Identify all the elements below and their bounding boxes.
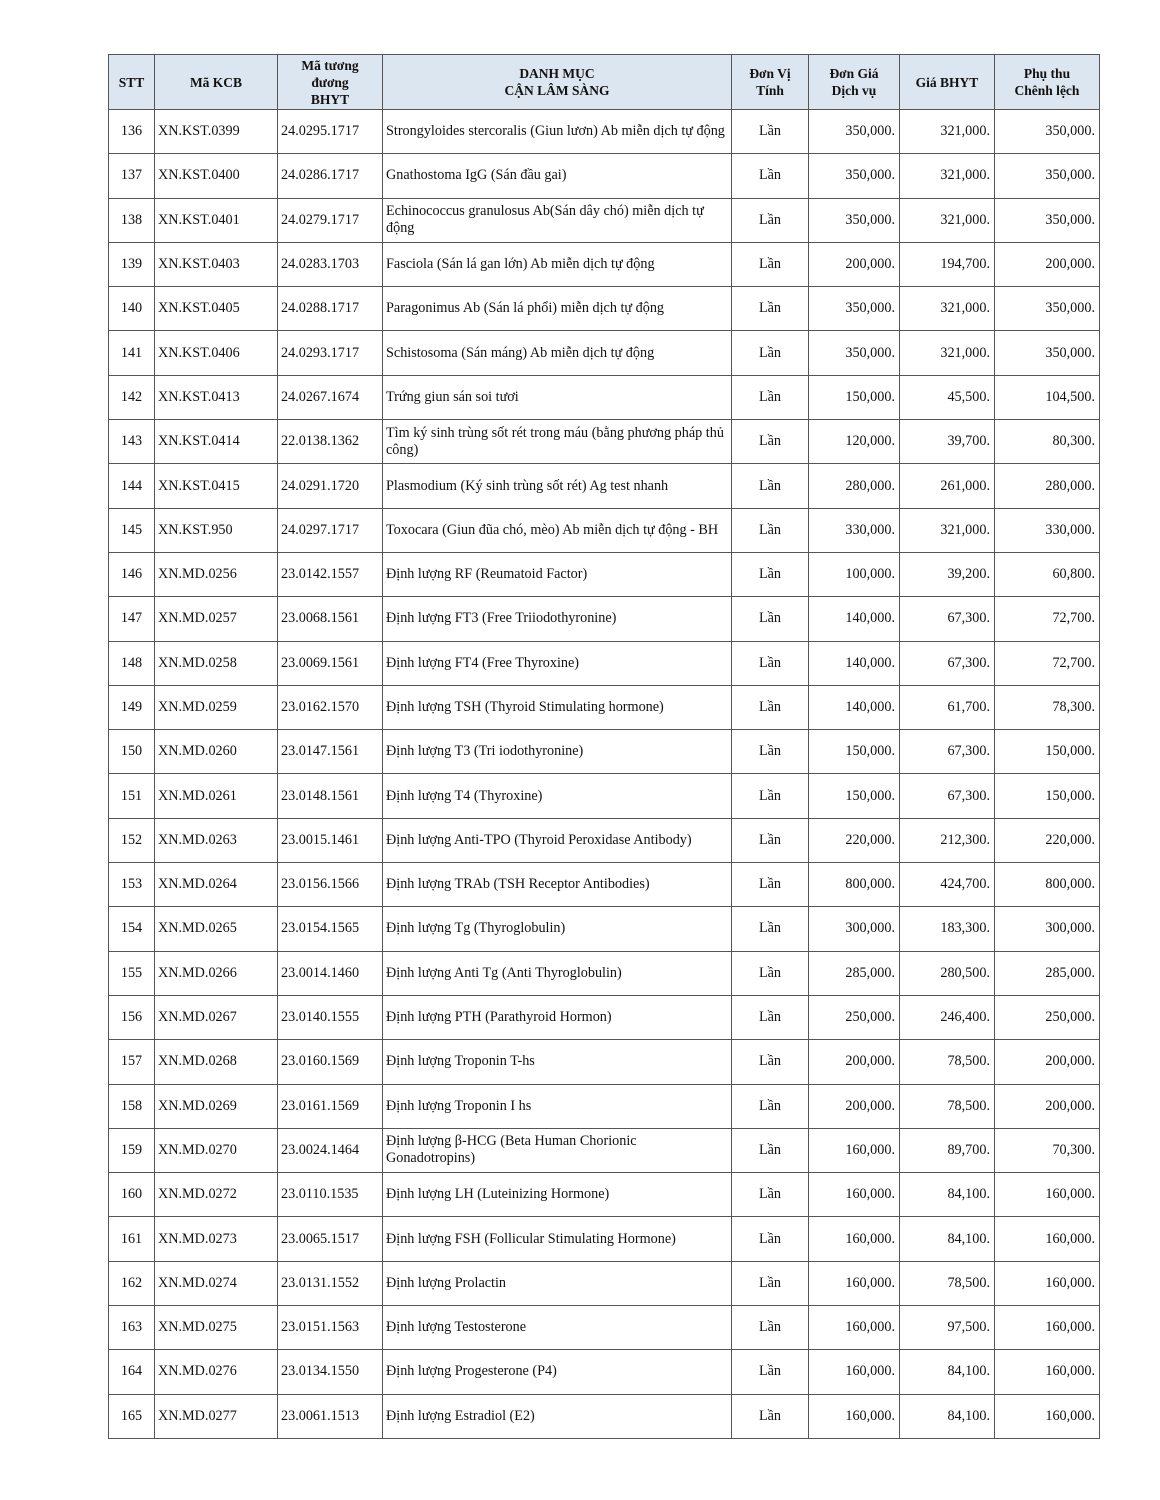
cell-ma-kcb: XN.MD.0260: [155, 730, 278, 774]
cell-stt: 137: [109, 154, 155, 198]
cell-phu-thu: 350,000.: [995, 331, 1100, 375]
cell-don-vi-tinh: Lần: [732, 597, 809, 641]
cell-danh-muc: Định lượng FSH (Follicular Stimulating Hormone): [383, 1217, 732, 1261]
cell-danh-muc: Định lượng Anti-TPO (Thyroid Peroxidase Antibody): [383, 818, 732, 862]
table-header-row: [109, 55, 1100, 110]
cell-don-vi-tinh: Lần: [732, 1394, 809, 1438]
price-list-table: [108, 54, 1100, 1439]
cell-gia-bhyt: 321,000.: [900, 287, 995, 331]
table-row: [109, 818, 1100, 862]
cell-danh-muc: Schistosoma (Sán máng) Ab miễn dịch tự động: [383, 331, 732, 375]
table-row: [109, 774, 1100, 818]
cell-stt: 160: [109, 1173, 155, 1217]
table-row: [109, 1128, 1100, 1172]
cell-ma-kcb: XN.MD.0256: [155, 552, 278, 596]
cell-danh-muc: Định lượng Prolactin: [383, 1261, 732, 1305]
cell-ma-bhyt: 23.0110.1535: [278, 1173, 383, 1217]
cell-phu-thu: 280,000.: [995, 464, 1100, 508]
cell-stt: 151: [109, 774, 155, 818]
cell-don-gia: 200,000.: [809, 242, 900, 286]
table-row: [109, 597, 1100, 641]
cell-stt: 136: [109, 110, 155, 154]
cell-ma-kcb: XN.KST.0403: [155, 242, 278, 286]
cell-ma-kcb: XN.MD.0275: [155, 1306, 278, 1350]
cell-don-gia: 350,000.: [809, 110, 900, 154]
cell-ma-kcb: XN.MD.0264: [155, 863, 278, 907]
cell-ma-kcb: XN.MD.0273: [155, 1217, 278, 1261]
cell-ma-bhyt: 24.0291.1720: [278, 464, 383, 508]
header-phu-thu-chenh-lech: Phụ thu Chênh lệch: [995, 55, 1100, 110]
cell-don-gia: 140,000.: [809, 641, 900, 685]
cell-don-gia: 120,000.: [809, 420, 900, 464]
cell-gia-bhyt: 67,300.: [900, 774, 995, 818]
table-row: [109, 420, 1100, 464]
cell-ma-bhyt: 23.0147.1561: [278, 730, 383, 774]
cell-phu-thu: 60,800.: [995, 552, 1100, 596]
cell-gia-bhyt: 84,100.: [900, 1217, 995, 1261]
cell-danh-muc: Định lượng T4 (Thyroxine): [383, 774, 732, 818]
cell-danh-muc: Trứng giun sán soi tươi: [383, 375, 732, 419]
cell-danh-muc: Định lượng Testosterone: [383, 1306, 732, 1350]
cell-don-vi-tinh: Lần: [732, 464, 809, 508]
cell-don-gia: 200,000.: [809, 1084, 900, 1128]
cell-ma-bhyt: 24.0286.1717: [278, 154, 383, 198]
cell-don-vi-tinh: Lần: [732, 287, 809, 331]
cell-ma-bhyt: 23.0134.1550: [278, 1350, 383, 1394]
cell-gia-bhyt: 84,100.: [900, 1394, 995, 1438]
cell-phu-thu: 200,000.: [995, 1084, 1100, 1128]
cell-stt: 159: [109, 1128, 155, 1172]
cell-don-gia: 160,000.: [809, 1173, 900, 1217]
cell-ma-bhyt: 23.0161.1569: [278, 1084, 383, 1128]
table-row: [109, 375, 1100, 419]
cell-don-gia: 150,000.: [809, 774, 900, 818]
cell-phu-thu: 160,000.: [995, 1173, 1100, 1217]
cell-ma-bhyt: 23.0160.1569: [278, 1040, 383, 1084]
cell-ma-kcb: XN.KST.0415: [155, 464, 278, 508]
cell-don-gia: 140,000.: [809, 685, 900, 729]
cell-gia-bhyt: 261,000.: [900, 464, 995, 508]
cell-phu-thu: 72,700.: [995, 641, 1100, 685]
cell-ma-bhyt: 23.0142.1557: [278, 552, 383, 596]
cell-ma-kcb: XN.MD.0269: [155, 1084, 278, 1128]
cell-don-gia: 160,000.: [809, 1350, 900, 1394]
cell-ma-bhyt: 23.0065.1517: [278, 1217, 383, 1261]
cell-phu-thu: 80,300.: [995, 420, 1100, 464]
table-row: [109, 730, 1100, 774]
cell-phu-thu: 200,000.: [995, 1040, 1100, 1084]
cell-don-vi-tinh: Lần: [732, 154, 809, 198]
cell-gia-bhyt: 67,300.: [900, 730, 995, 774]
cell-phu-thu: 330,000.: [995, 508, 1100, 552]
cell-ma-kcb: XN.MD.0274: [155, 1261, 278, 1305]
cell-don-vi-tinh: Lần: [732, 951, 809, 995]
cell-stt: 147: [109, 597, 155, 641]
header-stt: STT: [109, 55, 155, 110]
table-row: [109, 1084, 1100, 1128]
cell-ma-kcb: XN.MD.0266: [155, 951, 278, 995]
cell-danh-muc: Định lượng Progesterone (P4): [383, 1350, 732, 1394]
table-row: [109, 508, 1100, 552]
cell-phu-thu: 200,000.: [995, 242, 1100, 286]
cell-don-vi-tinh: Lần: [732, 995, 809, 1039]
cell-stt: 153: [109, 863, 155, 907]
cell-ma-bhyt: 23.0154.1565: [278, 907, 383, 951]
table-row: [109, 242, 1100, 286]
cell-danh-muc: Định lượng FT4 (Free Thyroxine): [383, 641, 732, 685]
cell-don-vi-tinh: Lần: [732, 242, 809, 286]
cell-ma-kcb: XN.MD.0257: [155, 597, 278, 641]
table-row: [109, 1173, 1100, 1217]
cell-gia-bhyt: 321,000.: [900, 110, 995, 154]
table-row: [109, 464, 1100, 508]
cell-danh-muc: Plasmodium (Ký sinh trùng sốt rét) Ag test nhanh: [383, 464, 732, 508]
table-row: [109, 995, 1100, 1039]
cell-gia-bhyt: 183,300.: [900, 907, 995, 951]
cell-gia-bhyt: 280,500.: [900, 951, 995, 995]
table-row: [109, 1040, 1100, 1084]
cell-ma-kcb: XN.KST.0401: [155, 198, 278, 242]
cell-don-vi-tinh: Lần: [732, 1350, 809, 1394]
cell-phu-thu: 350,000.: [995, 110, 1100, 154]
cell-don-gia: 300,000.: [809, 907, 900, 951]
cell-ma-bhyt: 24.0297.1717: [278, 508, 383, 552]
cell-ma-kcb: XN.MD.0277: [155, 1394, 278, 1438]
cell-don-vi-tinh: Lần: [732, 907, 809, 951]
cell-gia-bhyt: 45,500.: [900, 375, 995, 419]
cell-don-vi-tinh: Lần: [732, 685, 809, 729]
cell-ma-bhyt: 24.0293.1717: [278, 331, 383, 375]
cell-don-gia: 160,000.: [809, 1306, 900, 1350]
cell-ma-kcb: XN.MD.0268: [155, 1040, 278, 1084]
cell-gia-bhyt: 84,100.: [900, 1173, 995, 1217]
cell-ma-kcb: XN.MD.0276: [155, 1350, 278, 1394]
cell-danh-muc: Định lượng Troponin I hs: [383, 1084, 732, 1128]
cell-ma-kcb: XN.KST.0405: [155, 287, 278, 331]
cell-don-gia: 350,000.: [809, 198, 900, 242]
cell-don-gia: 160,000.: [809, 1261, 900, 1305]
cell-danh-muc: Fasciola (Sán lá gan lớn) Ab miễn dịch tự động: [383, 242, 732, 286]
cell-don-vi-tinh: Lần: [732, 730, 809, 774]
cell-stt: 158: [109, 1084, 155, 1128]
cell-don-vi-tinh: Lần: [732, 508, 809, 552]
cell-stt: 144: [109, 464, 155, 508]
cell-don-gia: 350,000.: [809, 154, 900, 198]
cell-ma-kcb: XN.KST.0399: [155, 110, 278, 154]
cell-stt: 142: [109, 375, 155, 419]
cell-don-gia: 160,000.: [809, 1217, 900, 1261]
cell-ma-kcb: XN.KST.0406: [155, 331, 278, 375]
cell-ma-bhyt: 24.0279.1717: [278, 198, 383, 242]
cell-don-gia: 140,000.: [809, 597, 900, 641]
cell-phu-thu: 150,000.: [995, 774, 1100, 818]
cell-gia-bhyt: 78,500.: [900, 1261, 995, 1305]
cell-phu-thu: 350,000.: [995, 287, 1100, 331]
cell-stt: 152: [109, 818, 155, 862]
cell-don-gia: 280,000.: [809, 464, 900, 508]
cell-don-gia: 250,000.: [809, 995, 900, 1039]
cell-ma-kcb: XN.MD.0263: [155, 818, 278, 862]
cell-don-vi-tinh: Lần: [732, 1084, 809, 1128]
cell-gia-bhyt: 321,000.: [900, 331, 995, 375]
cell-ma-bhyt: 23.0069.1561: [278, 641, 383, 685]
cell-stt: 154: [109, 907, 155, 951]
cell-danh-muc: Định lượng Estradiol (E2): [383, 1394, 732, 1438]
cell-danh-muc: Toxocara (Giun đũa chó, mèo) Ab miễn dịch tự động - BH: [383, 508, 732, 552]
cell-danh-muc: Định lượng RF (Reumatoid Factor): [383, 552, 732, 596]
table-row: [109, 907, 1100, 951]
cell-stt: 143: [109, 420, 155, 464]
cell-ma-bhyt: 23.0131.1552: [278, 1261, 383, 1305]
cell-gia-bhyt: 78,500.: [900, 1084, 995, 1128]
cell-ma-bhyt: 24.0283.1703: [278, 242, 383, 286]
table-row: [109, 685, 1100, 729]
cell-stt: 139: [109, 242, 155, 286]
cell-don-gia: 350,000.: [809, 287, 900, 331]
cell-don-vi-tinh: Lần: [732, 552, 809, 596]
cell-ma-bhyt: 23.0156.1566: [278, 863, 383, 907]
cell-don-vi-tinh: Lần: [732, 198, 809, 242]
cell-don-gia: 330,000.: [809, 508, 900, 552]
cell-phu-thu: 78,300.: [995, 685, 1100, 729]
cell-don-vi-tinh: Lần: [732, 1040, 809, 1084]
cell-stt: 165: [109, 1394, 155, 1438]
cell-stt: 163: [109, 1306, 155, 1350]
cell-phu-thu: 350,000.: [995, 154, 1100, 198]
cell-stt: 161: [109, 1217, 155, 1261]
header-don-vi-tinh: Đơn Vị Tính: [732, 55, 809, 110]
cell-don-gia: 200,000.: [809, 1040, 900, 1084]
cell-don-vi-tinh: Lần: [732, 641, 809, 685]
table-row: [109, 951, 1100, 995]
cell-don-vi-tinh: Lần: [732, 774, 809, 818]
cell-danh-muc: Gnathostoma IgG (Sán đầu gai): [383, 154, 732, 198]
cell-danh-muc: Echinococcus granulosus Ab(Sán dây chó) miễn dịch tự động: [383, 198, 732, 242]
header-ma-tuong-duong-bhyt: Mã tương đương BHYT: [278, 55, 383, 110]
cell-don-vi-tinh: Lần: [732, 863, 809, 907]
cell-ma-kcb: XN.KST.0414: [155, 420, 278, 464]
cell-phu-thu: 160,000.: [995, 1306, 1100, 1350]
cell-danh-muc: Định lượng PTH (Parathyroid Hormon): [383, 995, 732, 1039]
cell-gia-bhyt: 321,000.: [900, 198, 995, 242]
cell-gia-bhyt: 67,300.: [900, 641, 995, 685]
cell-ma-kcb: XN.MD.0258: [155, 641, 278, 685]
cell-gia-bhyt: 321,000.: [900, 508, 995, 552]
cell-ma-bhyt: 22.0138.1362: [278, 420, 383, 464]
cell-gia-bhyt: 78,500.: [900, 1040, 995, 1084]
cell-phu-thu: 350,000.: [995, 198, 1100, 242]
cell-don-vi-tinh: Lần: [732, 375, 809, 419]
cell-stt: 148: [109, 641, 155, 685]
cell-stt: 156: [109, 995, 155, 1039]
cell-don-vi-tinh: Lần: [732, 331, 809, 375]
table-row: [109, 1217, 1100, 1261]
cell-ma-bhyt: 23.0162.1570: [278, 685, 383, 729]
cell-danh-muc: Tìm ký sinh trùng sốt rét trong máu (bằng phương pháp thủ công): [383, 420, 732, 464]
cell-don-gia: 285,000.: [809, 951, 900, 995]
cell-stt: 145: [109, 508, 155, 552]
cell-gia-bhyt: 84,100.: [900, 1350, 995, 1394]
cell-danh-muc: Paragonimus Ab (Sán lá phổi) miễn dịch tự động: [383, 287, 732, 331]
header-ma-kcb: Mã KCB: [155, 55, 278, 110]
cell-phu-thu: 160,000.: [995, 1261, 1100, 1305]
cell-danh-muc: Định lượng TSH (Thyroid Stimulating hormone): [383, 685, 732, 729]
cell-phu-thu: 70,300.: [995, 1128, 1100, 1172]
cell-gia-bhyt: 424,700.: [900, 863, 995, 907]
cell-danh-muc: Định lượng T3 (Tri iodothyronine): [383, 730, 732, 774]
cell-stt: 164: [109, 1350, 155, 1394]
cell-stt: 150: [109, 730, 155, 774]
cell-gia-bhyt: 67,300.: [900, 597, 995, 641]
cell-phu-thu: 220,000.: [995, 818, 1100, 862]
cell-phu-thu: 160,000.: [995, 1350, 1100, 1394]
cell-danh-muc: Định lượng TRAb (TSH Receptor Antibodies): [383, 863, 732, 907]
cell-don-gia: 350,000.: [809, 331, 900, 375]
cell-ma-kcb: XN.MD.0265: [155, 907, 278, 951]
cell-gia-bhyt: 61,700.: [900, 685, 995, 729]
cell-gia-bhyt: 194,700.: [900, 242, 995, 286]
cell-ma-bhyt: 23.0140.1555: [278, 995, 383, 1039]
table-row: [109, 154, 1100, 198]
cell-phu-thu: 285,000.: [995, 951, 1100, 995]
cell-danh-muc: Định lượng LH (Luteinizing Hormone): [383, 1173, 732, 1217]
cell-ma-bhyt: 24.0267.1674: [278, 375, 383, 419]
header-gia-bhyt: Giá BHYT: [900, 55, 995, 110]
cell-stt: 146: [109, 552, 155, 596]
cell-phu-thu: 250,000.: [995, 995, 1100, 1039]
header-don-gia-dich-vu: Đơn Giá Dịch vụ: [809, 55, 900, 110]
cell-danh-muc: Định lượng FT3 (Free Triiodothyronine): [383, 597, 732, 641]
cell-ma-bhyt: 23.0151.1563: [278, 1306, 383, 1350]
cell-ma-kcb: XN.MD.0272: [155, 1173, 278, 1217]
cell-gia-bhyt: 39,700.: [900, 420, 995, 464]
table-body: [109, 110, 1100, 1439]
cell-ma-bhyt: 24.0295.1717: [278, 110, 383, 154]
cell-don-gia: 160,000.: [809, 1394, 900, 1438]
cell-gia-bhyt: 212,300.: [900, 818, 995, 862]
table-row: [109, 1350, 1100, 1394]
cell-danh-muc: Định lượng Anti Tg (Anti Thyroglobulin): [383, 951, 732, 995]
cell-ma-kcb: XN.KST.950: [155, 508, 278, 552]
cell-gia-bhyt: 321,000.: [900, 154, 995, 198]
cell-stt: 162: [109, 1261, 155, 1305]
cell-gia-bhyt: 97,500.: [900, 1306, 995, 1350]
cell-ma-kcb: XN.KST.0413: [155, 375, 278, 419]
cell-gia-bhyt: 89,700.: [900, 1128, 995, 1172]
cell-don-vi-tinh: Lần: [732, 1128, 809, 1172]
cell-ma-kcb: XN.KST.0400: [155, 154, 278, 198]
cell-phu-thu: 160,000.: [995, 1394, 1100, 1438]
table-row: [109, 331, 1100, 375]
table-row: [109, 863, 1100, 907]
table-row: [109, 198, 1100, 242]
cell-phu-thu: 150,000.: [995, 730, 1100, 774]
cell-phu-thu: 72,700.: [995, 597, 1100, 641]
table-row: [109, 1394, 1100, 1438]
cell-stt: 138: [109, 198, 155, 242]
cell-don-vi-tinh: Lần: [732, 110, 809, 154]
cell-danh-muc: Định lượng Tg (Thyroglobulin): [383, 907, 732, 951]
table-row: [109, 641, 1100, 685]
cell-ma-bhyt: 24.0288.1717: [278, 287, 383, 331]
table-row: [109, 1306, 1100, 1350]
cell-stt: 155: [109, 951, 155, 995]
cell-ma-kcb: XN.MD.0267: [155, 995, 278, 1039]
cell-ma-bhyt: 23.0015.1461: [278, 818, 383, 862]
cell-don-vi-tinh: Lần: [732, 1217, 809, 1261]
cell-phu-thu: 160,000.: [995, 1217, 1100, 1261]
cell-don-vi-tinh: Lần: [732, 420, 809, 464]
cell-don-vi-tinh: Lần: [732, 1173, 809, 1217]
cell-ma-bhyt: 23.0014.1460: [278, 951, 383, 995]
cell-stt: 157: [109, 1040, 155, 1084]
cell-ma-kcb: XN.MD.0261: [155, 774, 278, 818]
cell-phu-thu: 800,000.: [995, 863, 1100, 907]
table-row: [109, 110, 1100, 154]
table-row: [109, 552, 1100, 596]
cell-phu-thu: 300,000.: [995, 907, 1100, 951]
cell-don-vi-tinh: Lần: [732, 818, 809, 862]
table-row: [109, 287, 1100, 331]
cell-don-gia: 150,000.: [809, 375, 900, 419]
cell-stt: 149: [109, 685, 155, 729]
cell-gia-bhyt: 246,400.: [900, 995, 995, 1039]
cell-ma-kcb: XN.MD.0270: [155, 1128, 278, 1172]
cell-ma-kcb: XN.MD.0259: [155, 685, 278, 729]
cell-stt: 140: [109, 287, 155, 331]
cell-don-vi-tinh: Lần: [732, 1261, 809, 1305]
cell-ma-bhyt: 23.0061.1513: [278, 1394, 383, 1438]
table-row: [109, 1261, 1100, 1305]
cell-ma-bhyt: 23.0068.1561: [278, 597, 383, 641]
cell-danh-muc: Định lượng β-HCG (Beta Human Chorionic Gonadotropins): [383, 1128, 732, 1172]
cell-stt: 141: [109, 331, 155, 375]
cell-danh-muc: Strongyloides stercoralis (Giun lươn) Ab miễn dịch tự động: [383, 110, 732, 154]
cell-gia-bhyt: 39,200.: [900, 552, 995, 596]
cell-don-vi-tinh: Lần: [732, 1306, 809, 1350]
cell-ma-bhyt: 23.0148.1561: [278, 774, 383, 818]
header-danh-muc-can-lam-sang: DANH MỤC CẬN LÂM SÀNG: [383, 55, 732, 110]
cell-danh-muc: Định lượng Troponin T-hs: [383, 1040, 732, 1084]
cell-don-gia: 150,000.: [809, 730, 900, 774]
cell-don-gia: 220,000.: [809, 818, 900, 862]
cell-phu-thu: 104,500.: [995, 375, 1100, 419]
cell-don-gia: 800,000.: [809, 863, 900, 907]
cell-don-gia: 100,000.: [809, 552, 900, 596]
cell-don-gia: 160,000.: [809, 1128, 900, 1172]
cell-ma-bhyt: 23.0024.1464: [278, 1128, 383, 1172]
